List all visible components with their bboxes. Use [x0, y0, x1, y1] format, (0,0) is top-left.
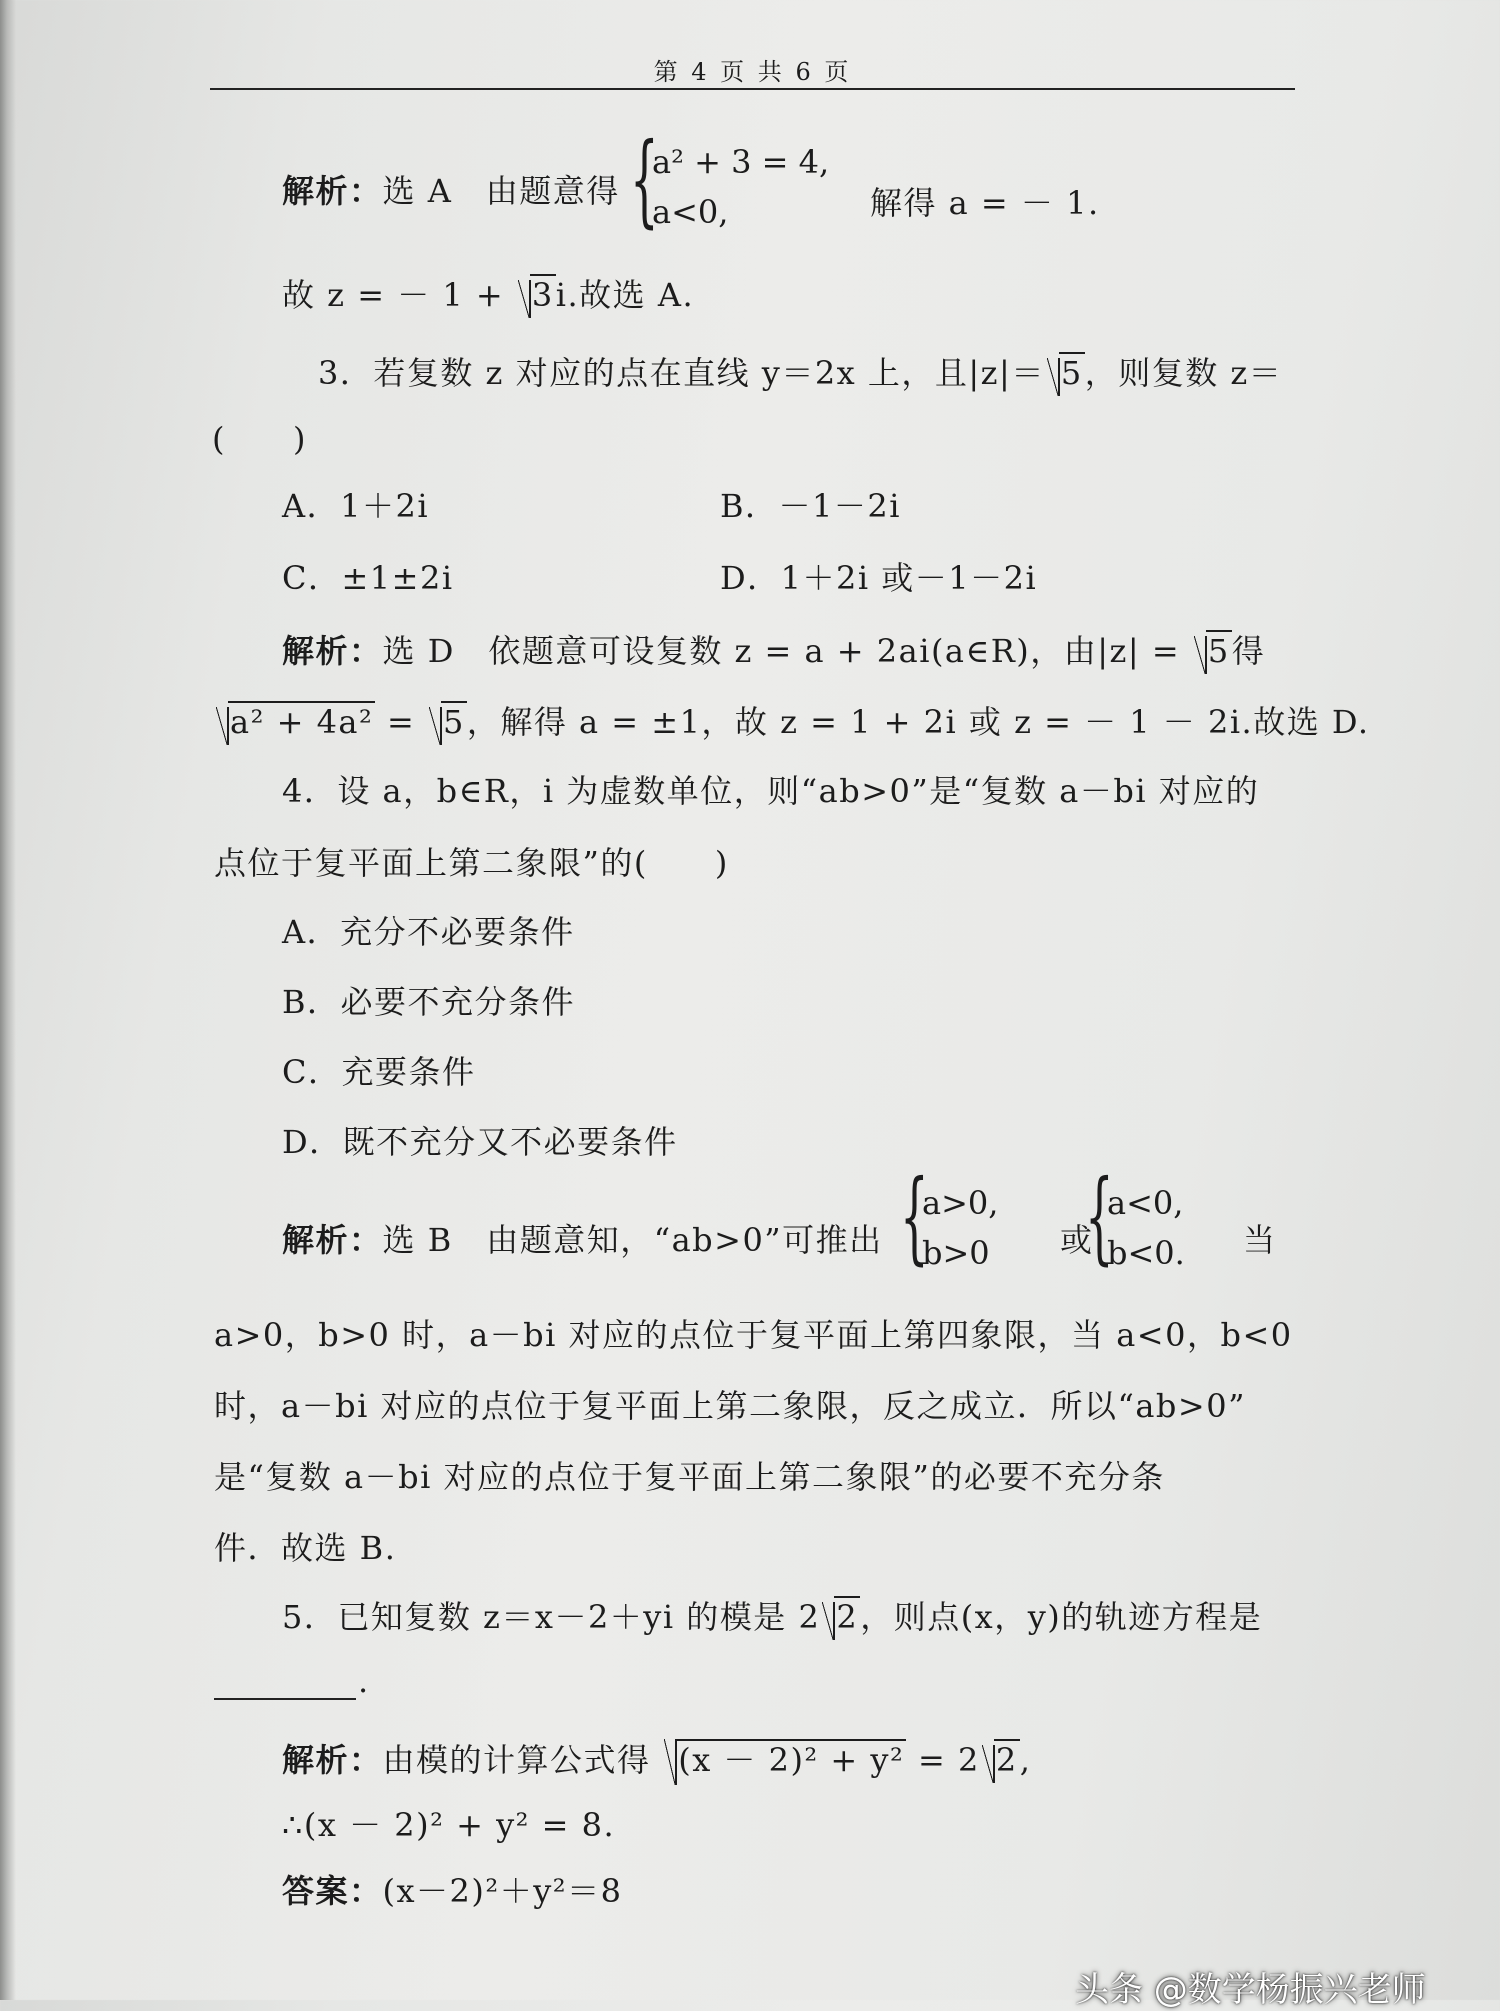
sqrt	[664, 1735, 906, 1781]
page-number-header: 第 4 页 共 6 页	[653, 58, 852, 86]
sqrt	[822, 1598, 860, 1636]
equation-row: a<0,	[1107, 1184, 1184, 1222]
sqrt	[429, 703, 467, 741]
watermark: 头条 @数学杨振兴老师	[1075, 1970, 1426, 2010]
radicand: 5	[442, 703, 465, 741]
q4-stem-line1: 4．设 a，b∈R，i 为虚数单位，则“ab>0”是“复数 a－bi 对应的	[282, 772, 1260, 810]
q3-solution-line2	[214, 697, 1370, 743]
q4-solution-line: 是“复数 a－bi 对应的点位于复平面上第二象限”的必要不充分条	[214, 1458, 1165, 1496]
solution-label: 解析：	[282, 632, 383, 670]
text: =	[375, 703, 427, 741]
q2-solution-result: 解得 a = － 1.	[870, 184, 1100, 222]
text: ，则点(x，y)的轨迹方程是	[860, 1598, 1263, 1636]
q4-solution-line: 时，a－bi 对应的点位于复平面上第二象限，反之成立．所以“ab>0”	[214, 1387, 1246, 1425]
dang-word: 当	[1243, 1221, 1277, 1259]
equation-row: b<0.	[1107, 1234, 1185, 1272]
text: ,	[1019, 1741, 1032, 1779]
radicand: 3	[531, 276, 554, 314]
q5-therefore-line: ∴(x － 2)² + y² = 8.	[282, 1806, 616, 1844]
sqrt	[1047, 354, 1085, 392]
text: 5．已知复数 z＝x－2＋yi 的模是 2	[282, 1598, 821, 1636]
q4-system-2	[1107, 1178, 1185, 1278]
answer-paren: ( )	[212, 420, 307, 458]
answer-blank	[214, 1698, 356, 1700]
q4-system-1	[922, 1178, 998, 1278]
answer-text: (x－2)²＋y²＝8	[382, 1872, 623, 1910]
blank-period: .	[358, 1662, 370, 1700]
q5-answer-line	[282, 1866, 623, 1912]
text: 故 z = － 1 +	[282, 276, 516, 314]
radicand: 5	[1207, 632, 1230, 670]
text: = 2	[906, 1741, 980, 1779]
text: ，解得 a = ±1，故 z = 1 + 2i 或 z = － 1 － 2i.故选 D.	[466, 703, 1370, 741]
text: 得	[1231, 632, 1266, 670]
radicand: 2	[995, 1741, 1018, 1779]
sqrt	[982, 1741, 1020, 1779]
sqrt	[1194, 632, 1232, 670]
option-c: C．±1±2i	[282, 559, 454, 597]
q5-solution-line1	[282, 1735, 1031, 1781]
text: 选 B 由题意知，“ab>0”可推出	[382, 1221, 883, 1259]
solution-label: 解析：	[282, 172, 383, 210]
system-brace: {	[630, 121, 659, 238]
q4-solution-line: 件．故选 B.	[214, 1529, 397, 1567]
or-word: 或	[1060, 1221, 1094, 1259]
q2-equation-system	[652, 137, 829, 237]
text: 3．若复数 z 对应的点在直线 y＝2x 上，且|z|＝	[318, 354, 1045, 392]
book-spine-shadow	[0, 0, 16, 2000]
q3-stem	[318, 348, 1282, 394]
option-b: B．必要不充分条件	[282, 983, 576, 1021]
system-brace: {	[1085, 1158, 1114, 1275]
radicand: a² + 4a²	[230, 703, 374, 741]
radicand: 2	[836, 1598, 859, 1636]
q2-solution-text: 选 A 由题意得	[382, 172, 620, 210]
option-a: A．充分不必要条件	[282, 913, 575, 951]
option-d: D．既不充分又不必要条件	[282, 1123, 678, 1161]
q2-solution-line	[282, 166, 620, 212]
equation-row: a² + 3 = 4,	[652, 143, 830, 181]
q5-stem	[282, 1592, 1262, 1638]
solution-label: 解析：	[282, 1741, 383, 1779]
q4-solution-head	[282, 1215, 883, 1261]
option-c: C．充要条件	[282, 1053, 476, 1091]
text: 由模的计算公式得	[382, 1741, 663, 1779]
sqrt	[518, 276, 556, 314]
option-b: B．－1－2i	[720, 487, 901, 525]
text: ，则复数 z＝	[1084, 354, 1283, 392]
text: 选 D 依题意可设复数 z = a + 2ai(a∈R)，由|z| =	[382, 632, 1192, 670]
q4-solution-line: a>0，b>0 时，a－bi 对应的点位于复平面上第四象限，当 a<0，b<0	[214, 1316, 1293, 1354]
header-rule	[210, 88, 1295, 90]
equation-row: a<0,	[652, 193, 729, 231]
sqrt	[216, 703, 375, 741]
system-brace: {	[900, 1158, 929, 1275]
q2-solution-conclusion	[282, 270, 694, 316]
equation-row: a>0,	[922, 1184, 999, 1222]
option-a: A．1＋2i	[282, 487, 430, 525]
solution-label: 解析：	[282, 1221, 383, 1259]
option-d: D．1＋2i 或－1－2i	[720, 559, 1038, 597]
answer-label: 答案：	[282, 1872, 383, 1910]
radicand: (x － 2)² + y²	[678, 1741, 905, 1779]
q3-solution-line1	[282, 626, 1265, 672]
radicand: 5	[1060, 354, 1083, 392]
equation-row: b>0	[922, 1234, 990, 1272]
q4-stem-line2: 点位于复平面上第二象限”的( )	[214, 844, 729, 882]
text: i.故选 A.	[555, 276, 695, 314]
